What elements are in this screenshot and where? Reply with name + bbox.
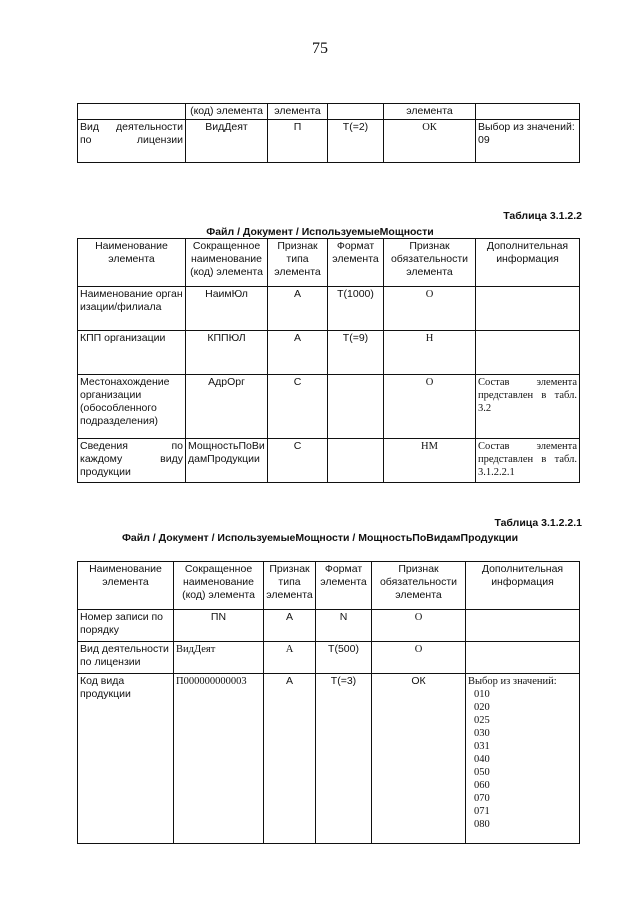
cell-short: ВидДеят [174,642,264,674]
cell-short: МощностьПоВидамПродукции [186,439,268,483]
code-value: 010 [474,689,490,700]
cell-format: Т(=2) [328,120,384,163]
table-row [78,674,580,844]
header-cell [328,104,384,120]
cell-info [476,287,580,331]
cell-format: Т(=3) [316,674,372,844]
cell-name: Вид деятельности по лицензии [78,642,174,674]
header-cell: Дополнительная информация [466,562,580,610]
cell-type: А [264,674,316,844]
cell-info: Выбор из значений: 09 [476,120,580,163]
header-cell: (код) элемента [186,104,268,120]
cell-short: КППЮЛ [186,331,268,375]
cell-format [328,375,384,439]
cell-info: Состав элемента представлен в табл. 3.2 [476,375,580,439]
cell-info: Состав элемента представлен в табл. 3.1.2.2.1 [476,439,580,483]
cell-obligation: О [372,610,466,642]
cell-format: Т(1000) [328,287,384,331]
cell-info [466,674,580,844]
cell-name: Местонахождение организации (обособленного подразделения) [78,375,186,439]
code-value: 070 [474,793,490,804]
code-value: 040 [474,754,490,765]
cell-type: А [264,610,316,642]
cell-type: А [268,287,328,331]
cell-type: С [268,439,328,483]
header-cell: Признак обязательности элемента [384,239,476,287]
continued-table [77,103,580,163]
cell-obligation: О [384,375,476,439]
cell-obligation: О [384,287,476,331]
code-value: 020 [474,702,490,713]
table-title: Файл / Документ / ИспользуемыеМощности / МощностьПоВидамПродукции [121,532,519,544]
header-cell: элемента [268,104,328,120]
code-value: 031 [474,741,490,752]
header-cell: элемента [384,104,476,120]
cell-name: Наименование организации/филиала [78,287,186,331]
code-value: 080 [474,819,490,830]
table-used-capacities [77,238,580,483]
table-row [78,610,580,642]
header-cell: Наименование элемента [78,562,174,610]
table-row [78,375,580,439]
cell-name: Сведения по каждому виду продукции [78,439,186,483]
header-cell: Признак типа элемента [264,562,316,610]
continued-header-row [78,104,580,120]
code-value: 050 [474,767,490,778]
cell-type: П [268,120,328,163]
code-value: 060 [474,780,490,791]
cell-obligation: Н [384,331,476,375]
cell-short: НаимЮл [186,287,268,331]
header-row [78,239,580,287]
cell-obligation: НМ [384,439,476,483]
header-row [78,562,580,610]
cell-type: А [268,331,328,375]
cell-format: N [316,610,372,642]
cell-short: П000000000003 [174,674,264,844]
cell-name: Вид деятельности по лицензии [78,120,186,163]
header-cell: Формат элемента [316,562,372,610]
table-row [78,120,580,163]
cell-type: С [268,375,328,439]
cell-info [476,331,580,375]
header-cell [476,104,580,120]
table-capacity-by-product [77,561,580,844]
cell-info [466,610,580,642]
header-cell: Признак типа элемента [268,239,328,287]
header-cell [78,104,186,120]
codes-caption: Выбор из значений: [468,676,557,687]
header-cell: Признак обязательности элемента [372,562,466,610]
header-cell: Сокращенное наименование (код) элемента [186,239,268,287]
cell-info [466,642,580,674]
cell-type: А [264,642,316,674]
table-title: Файл / Документ / ИспользуемыеМощности [206,226,434,238]
header-cell: Дополнительная информация [476,239,580,287]
header-cell: Формат элемента [328,239,384,287]
cell-name: Номер записи по порядку [78,610,174,642]
table-number: Таблица 3.1.2.2 [503,210,582,222]
page-number: 75 [312,40,328,57]
table-row [78,642,580,674]
code-value: 030 [474,728,490,739]
header-cell: Наименование элемента [78,239,186,287]
cell-name: КПП организации [78,331,186,375]
cell-short: ПN [174,610,264,642]
cell-obligation: ОК [372,674,466,844]
cell-format: Т(=9) [328,331,384,375]
table-row [78,439,580,483]
code-value: 025 [474,715,490,726]
cell-format [328,439,384,483]
table-row [78,331,580,375]
cell-obligation: ОК [384,120,476,163]
cell-format: Т(500) [316,642,372,674]
header-cell: Сокращенное наименование (код) элемента [174,562,264,610]
cell-short: АдрОрг [186,375,268,439]
cell-obligation: О [372,642,466,674]
cell-name: Код вида продукции [78,674,174,844]
table-row [78,287,580,331]
code-value: 071 [474,806,490,817]
table-number: Таблица 3.1.2.2.1 [494,517,582,529]
cell-short: ВидДеят [186,120,268,163]
